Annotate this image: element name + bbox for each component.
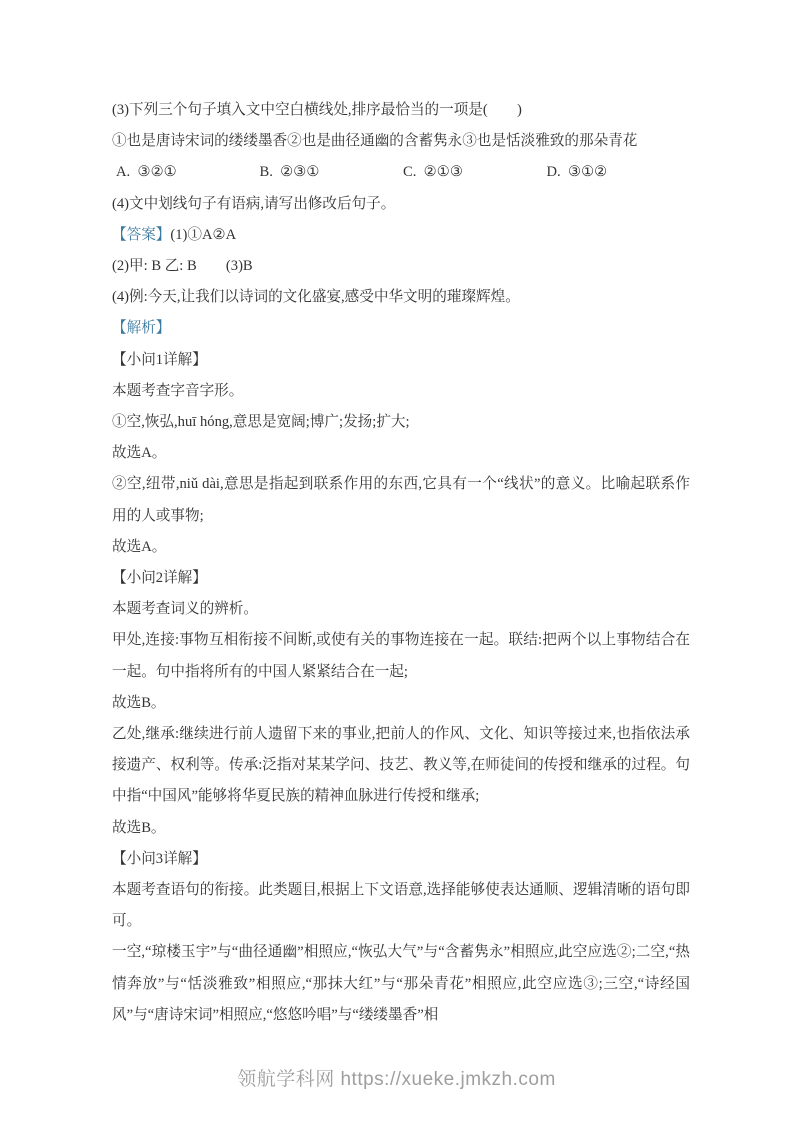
question-3-stem: (3)下列三个句子填入文中空白横线处,排序最恰当的一项是( )	[112, 102, 522, 118]
answer-line-2: (2)甲: B 乙: B (3)B	[112, 258, 253, 275]
question-3-options	[112, 157, 690, 188]
analysis-paragraph: 本题考查语句的衔接。此类题目,根据上下文语意,选择能够使表达通顺、逻辑清晰的语句即可。	[112, 882, 690, 930]
analysis-paragraph: 本题考查字音字形。	[112, 382, 244, 399]
analysis-paragraph: 故选A。	[112, 445, 167, 462]
option-c: C. ②①③	[403, 164, 463, 181]
analysis-paragraph: 故选A。	[112, 538, 167, 555]
subquestion-2-heading: 【小问2详解】	[112, 570, 207, 587]
question-3-items: ①也是唐诗宋词的缕缕墨香②也是曲径通幽的含蓄隽永③也是恬淡雅致的那朵青花	[112, 133, 638, 150]
analysis-paragraph: ②空,纽带,niǔ dài,意思是指起到联系作用的东西,它具有一个“线状”的意义。比喻起联系作用的人或事物;	[112, 476, 690, 524]
answer-line-1	[112, 220, 690, 251]
watermark	[0, 1064, 793, 1091]
analysis-paragraph: 本题考查词义的辨析。	[112, 601, 258, 618]
answer-label: 【答案】	[112, 226, 171, 243]
question-4-stem: (4)文中划线句子有语病,请写出修改后句子。	[112, 195, 396, 212]
option-a: A. ③②①	[116, 164, 177, 181]
watermark-text: 领航学科网 https://xueke.jmkzh.com	[237, 1069, 556, 1090]
analysis-paragraph: 甲处,连接:事物互相衔接不间断,或使有关的事物连接在一起。联结:把两个以上事物结合在一起。句中指将所有的中国人紧紧结合在一起;	[112, 632, 690, 680]
analysis-paragraph: 故选B。	[112, 694, 166, 711]
answer-line-3: (4)例:今天,让我们以诗词的文化盛宴,感受中华文明的璀璨辉煌。	[112, 289, 520, 306]
option-b: B. ②③①	[259, 164, 320, 181]
option-d: D. ③①②	[546, 164, 608, 181]
analysis-paragraph: ①空,恢弘,huī hóng,意思是宽阔;博广;发扬;扩大;	[112, 414, 410, 431]
answer-value-1: (1)①A②A	[170, 226, 237, 243]
analysis-paragraph: 乙处,继承:继续进行前人遗留下来的事业,把前人的作风、文化、知识等接过来,也指依法承接遗产、权利等。传承:泛指对某某学问、技艺、教义等,在师徒间的传授和继承的过程。句中指“中国风”能够将华夏民族的精神血脉进行传授和继承;	[112, 726, 690, 805]
subquestion-1-heading: 【小问1详解】	[112, 351, 207, 368]
analysis-label: 【解析】	[112, 320, 171, 337]
analysis-paragraph: 故选B。	[112, 819, 166, 836]
document-content	[112, 0, 690, 1031]
analysis-paragraph: 一空,“琼楼玉宇”与“曲径通幽”相照应,“恢弘大气”与“含蓄隽永”相照应,此空应选②;二空,“热情奔放”与“恬淡雅致”相照应,“那抹大红”与“那朵青花”相照应,此空应选③;三空,“诗经国风”与“唐诗宋词”相照应,“悠悠吟唱”与“缕缕墨香”相	[112, 944, 690, 1023]
subquestion-3-heading: 【小问3详解】	[112, 850, 207, 867]
